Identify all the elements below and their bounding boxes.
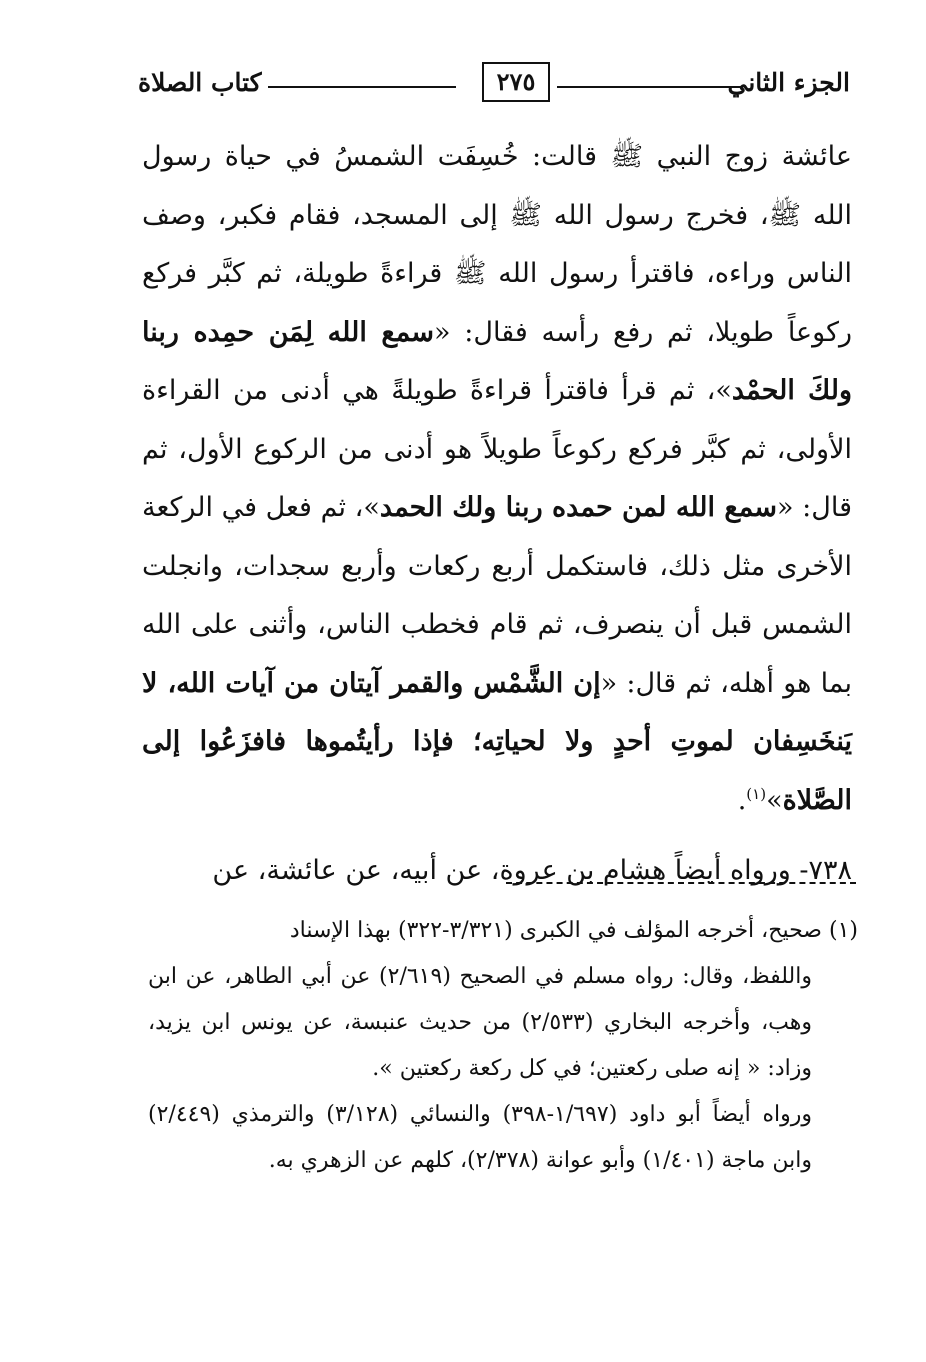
text-segment: » (766, 784, 783, 816)
text-segment: »، ثم فعل في الركعة الأخرى مثل ذلك، فاستكمل أربع ركعات وأربع سجدات، وانجلت الشمس قبل أن ينصرف، ثم قام فخطب الناس، وأثنى على الله بما هو أهله، ثم قال: « (142, 492, 852, 699)
quoted-dhikr: سمع الله لِمَن حمِده ربنا ولكَ الحمْد (142, 316, 852, 406)
book-title: كتاب الصلاة (138, 68, 262, 97)
text-segment: عائشة زوج النبي ﷺ قالت: خُسِفَت الشمسُ في حياة رسول الله ﷺ، فخرج رسول الله ﷺ إلى المسجد، فقام فكبر، وصف الناس وراءه، فاقترأ رسول الله ﷺ قراءةً طويلة، ثم كبَّر فركع ركوعاً طويلا، ثم رفع رأسه فقال: « (142, 141, 852, 348)
footnotes (148, 908, 858, 1184)
main-text (142, 128, 852, 901)
quoted-dhikr: سمع الله لمن حمده ربنا ولك الحمد (379, 492, 778, 523)
hadith-text (142, 128, 852, 830)
running-header (138, 62, 850, 106)
footnote-1-additional: ورواه أيضاً أبو داود (١/٦٩٧-٣٩٨) والنسائي (٣/١٢٨) والترمذي (٢/٤٤٩) وابن ماجة (١/٤٠١) وأبو عوانة (٢/٣٧٨)، كلهم عن الزهري به. (148, 1102, 812, 1173)
text-segment: »، ثم قرأ فاقترأ قراءةً طويلةً هي أدنى من القراءة الأولى، ثم كبَّر فركع ركوعاً طويلاً هو أدنى من الركوع الأول، ثم قال: « (142, 375, 852, 523)
footnote-1-continued: واللفظ، وقال: رواه مسلم في الصحيح (٢/٦١٩) عن أبي الطاهر، عن ابن وهب، وأخرجه البخاري (٢/٥٣٣) من حديث عنبسة، عن يونس ابن يزيد، وزاد: « إنه صلى ركعتين؛ في كل ركعة ركعتين ». (148, 964, 813, 1081)
footnote-1-first-line (148, 908, 858, 954)
text-segment: . (737, 784, 747, 816)
quoted-sermon: إن الشَّمْس والقمر آيتان من آيات الله، لا يَنخَسِفان لموتِ أحدٍ ولا لحياتِه؛ فإذا رأيتُموها فافزَعُوا إلى الصَّلاة (142, 667, 852, 816)
header-rule-right (557, 86, 742, 88)
volume-label: الجزء الثاني (727, 68, 850, 97)
footnote-separator (506, 882, 856, 884)
hadith-738: ٧٣٨- ورواه أيضاً هشام بن عروة، عن أبيه، عن عائشة، عن (212, 855, 852, 886)
footnote-text: صحيح، أخرجه المؤلف في الكبرى (٣/٣٢١-٣٢٢) بهذا الإسناد (289, 918, 822, 943)
page-number: ٢٧٥ (482, 62, 550, 102)
footnote-ref: (١) (746, 784, 767, 803)
header-rule-left (268, 86, 456, 88)
footnote-marker: (١) (828, 918, 858, 943)
